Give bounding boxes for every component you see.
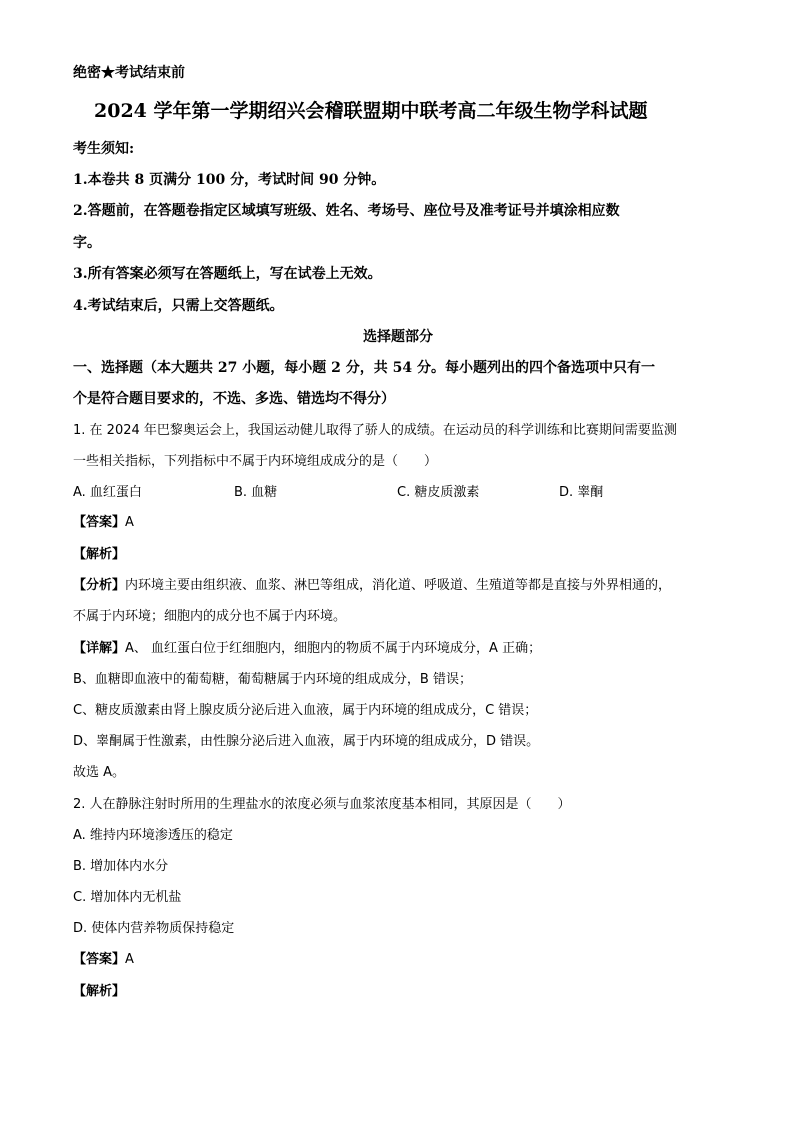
question-stem: 1. 在 2024 年巴黎奥运会上，我国运动健儿取得了骄人的成绩。在运动员的科学训练和比赛期间需要监测 bbox=[73, 423, 677, 438]
analysis-line bbox=[73, 548, 125, 561]
notice-item: 4.考试结束后，只需上交答题纸。 bbox=[73, 298, 284, 314]
option-c: C. 糖皮质激素 bbox=[397, 485, 480, 500]
fenxi-text: 内环境主要由组织液、血浆、淋巴等组成，消化道、呼吸道、生殖道等都是直接与外界相通的， bbox=[125, 578, 672, 593]
notice-item: 字。 bbox=[73, 235, 101, 251]
detail-line bbox=[73, 642, 541, 655]
fenxi-line bbox=[73, 579, 671, 592]
fenxi-text: 不属于内环境；细胞内的成分也不属于内环境。 bbox=[73, 609, 347, 624]
answer-tag: 【答案】 bbox=[73, 515, 126, 530]
fenxi-tag: 【分析】 bbox=[73, 578, 126, 593]
answer-value: A bbox=[125, 515, 134, 530]
conclusion-text: 故选 A。 bbox=[73, 765, 126, 780]
notice-item: 3.所有答案必须写在答题纸上，写在试卷上无效。 bbox=[73, 266, 382, 282]
option-d: D. 使体内营养物质保持稳定 bbox=[73, 921, 235, 936]
analysis-line bbox=[73, 985, 125, 998]
detail-text: A、 血红蛋白位于红细胞内，细胞内的物质不属于内环境成分，A 正确； bbox=[125, 641, 542, 656]
option-c: C. 增加体内无机盐 bbox=[73, 890, 182, 905]
answer-line bbox=[73, 953, 134, 966]
notice-item: 1.本卷共 8 页满分 100 分，考试时间 90 分钟。 bbox=[73, 172, 386, 188]
question-stem: 2. 人在静脉注射时所用的生理盐水的浓度必须与血浆浓度基本相同，其原因是（ ） bbox=[73, 797, 571, 812]
section-title: 选择题部分 bbox=[363, 329, 433, 345]
section-instruction: 个是符合题目要求的，不选、多选、错选均不得分） bbox=[73, 391, 395, 407]
analysis-tag: 【解析】 bbox=[73, 547, 126, 562]
confidential-label: 绝密★考试结束前 bbox=[73, 65, 185, 81]
section-instruction: 一、选择题（本大题共 27 小题，每小题 2 分，共 54 分。每小题列出的四个备选项中只有一 bbox=[73, 360, 655, 376]
detail-text: C、糖皮质激素由肾上腺皮质分泌后进入血液，属于内环境的组成成分，C 错误； bbox=[73, 703, 538, 718]
question-stem: 一些相关指标，下列指标中不属于内环境组成成分的是（ ） bbox=[73, 454, 438, 469]
detail-text: B、血糖即血液中的葡萄糖，葡萄糖属于内环境的组成成分，B 错误； bbox=[73, 672, 472, 687]
option-b: B. 血糖 bbox=[234, 485, 278, 500]
question-options bbox=[73, 486, 723, 502]
option-b: B. 增加体内水分 bbox=[73, 859, 169, 874]
option-a: A. 维持内环境渗透压的稳定 bbox=[73, 828, 233, 843]
answer-line bbox=[73, 516, 134, 529]
detail-tag: 【详解】 bbox=[73, 641, 126, 656]
page-title: 2024 学年第一学期绍兴会稽联盟期中联考高二年级生物学科试题 bbox=[94, 100, 648, 122]
detail-text: D、睾酮属于性激素，由性腺分泌后进入血液，属于内环境的组成成分，D 错误。 bbox=[73, 734, 540, 749]
answer-tag: 【答案】 bbox=[73, 952, 126, 967]
answer-value: A bbox=[125, 952, 134, 967]
analysis-tag: 【解析】 bbox=[73, 984, 126, 999]
notice-heading: 考生须知: bbox=[73, 141, 135, 157]
option-a: A. 血红蛋白 bbox=[73, 485, 142, 500]
option-d: D. 睾酮 bbox=[559, 485, 604, 500]
notice-item: 2.答题前，在答题卷指定区域填写班级、姓名、考场号、座位号及准考证号并填涂相应数 bbox=[73, 203, 620, 219]
